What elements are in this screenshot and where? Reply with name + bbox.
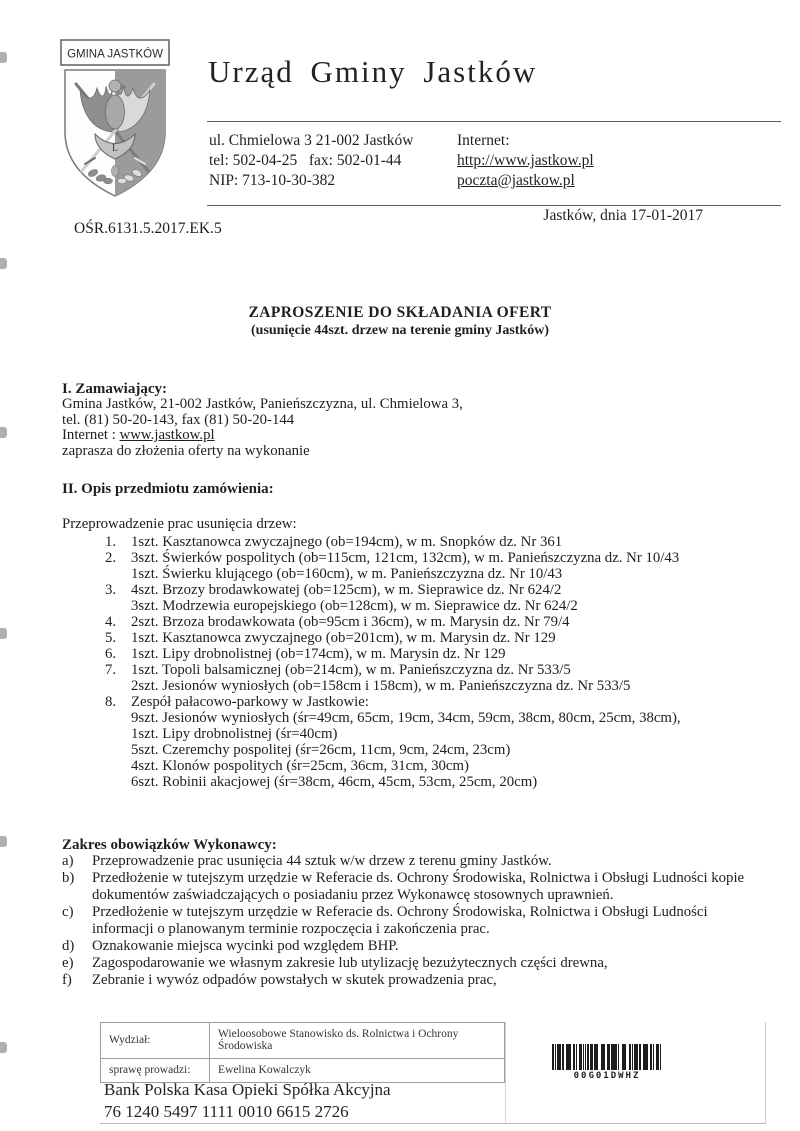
table-label: Wydział: bbox=[101, 1023, 210, 1059]
duty-item bbox=[62, 904, 762, 938]
list-item bbox=[105, 694, 762, 790]
bank-name: Bank Polska Kasa Opieki Spółka Akcyjna bbox=[104, 1080, 391, 1099]
website-link[interactable]: http://www.jastkow.pl bbox=[457, 152, 594, 169]
header-divider-top bbox=[207, 121, 781, 122]
bank-account-number: 76 1240 5497 1111 0010 6615 2726 bbox=[104, 1101, 349, 1121]
coat-of-arms-image bbox=[55, 38, 175, 202]
list-number: 6. bbox=[105, 646, 117, 663]
duties-heading: Zakres obowiązków Wykonawcy: bbox=[62, 837, 277, 854]
list-number: 3. bbox=[105, 582, 117, 599]
tree-line: 9szt. Jesionów wyniosłych (śr=49cm, 65cm, 19cm, 34cm, 59cm, 38cm, 80cm, 25cm, 38cm), bbox=[131, 710, 681, 727]
duty-text: Zagospodarowanie we własnym zakresie lub utylizację bezużytecznych części drewna, bbox=[92, 955, 608, 972]
reference-number: OŚR.6131.5.2017.EK.5 bbox=[74, 220, 222, 237]
tree-line: Zespół pałacowo-parkowy w Jastkowie: bbox=[131, 694, 369, 711]
duty-text: Przedłożenie w tutejszym urzędzie w Referacie ds. Ochrony Środowiska, Rolnictwa i Obsługi Ludności kopie dokumentów zaświadczających o posiadaniu przez Wykonawcę stosownych uprawnień. bbox=[92, 870, 745, 904]
title-line-1: ZAPROSZENIE DO SKŁADANIA OFERT bbox=[248, 304, 552, 321]
list-number: 5. bbox=[105, 630, 117, 647]
tree-line: 1szt. Kasztanowca zwyczajnego (ob=194cm), w m. Snopków dz. Nr 361 bbox=[131, 534, 563, 551]
table-value: Wieloosobowe Stanowisko ds. Rolnictwa i Ochrony Środowiska bbox=[210, 1023, 505, 1059]
buyer-line: tel. (81) 50-20-143, fax (81) 50-20-144 bbox=[62, 411, 295, 428]
document-title bbox=[0, 303, 800, 340]
duty-letter: f) bbox=[62, 972, 72, 989]
duty-text: Przedłożenie w tutejszym urzędzie w Referacie ds. Ochrony Środowiska, Rolnictwa i Obsługi Ludności informacji o planowanym terminie rozpoczęcia i zakończenia prac. bbox=[92, 904, 708, 938]
organization-name: Urząd Gminy Jastków bbox=[208, 54, 538, 89]
address-line: ul. Chmielowa 3 21-002 Jastków bbox=[209, 132, 414, 149]
buyer-line bbox=[62, 428, 762, 444]
table-label: sprawę prowadzi: bbox=[101, 1059, 210, 1083]
barcode-text: 00G01DWHZ bbox=[573, 1071, 641, 1081]
duties-list bbox=[62, 853, 762, 989]
duty-item bbox=[62, 938, 762, 955]
place-and-date: Jastków, dnia 17-01-2017 bbox=[543, 207, 703, 224]
duty-letter: a) bbox=[62, 853, 74, 870]
table-value: Ewelina Kowalczyk bbox=[210, 1059, 505, 1083]
duty-item bbox=[62, 972, 762, 989]
tree-line: 1szt. Świerku klującego (ob=160cm), w m. Panieńszczyzna dz. Nr 10/43 bbox=[131, 566, 563, 583]
document-body bbox=[62, 381, 762, 989]
header-divider-bottom bbox=[207, 205, 781, 206]
tree-line: 6szt. Robinii akacjowej (śr=38cm, 46cm, 45cm, 53cm, 25cm, 20cm) bbox=[131, 774, 538, 791]
scan-artifact bbox=[0, 628, 7, 639]
tree-line: 2szt. Brzoza brodawkowata (ob=95cm i 36cm), w m. Marysin dz. Nr 79/4 bbox=[131, 614, 570, 631]
subject-intro: Przeprowadzenie prac usunięcia drzew: bbox=[62, 516, 297, 533]
tree-line: 1szt. Lipy drobnolistnej (śr=40cm) bbox=[131, 726, 338, 743]
barcode-block bbox=[552, 1044, 662, 1081]
duty-item bbox=[62, 853, 762, 870]
duty-letter: e) bbox=[62, 955, 74, 972]
barcode-icon bbox=[552, 1044, 662, 1070]
scan-artifact bbox=[0, 1042, 7, 1053]
coat-of-arms bbox=[55, 38, 175, 202]
duty-item bbox=[62, 870, 762, 904]
scan-artifact bbox=[0, 836, 7, 847]
tree-line: 3szt. Świerków pospolitych (ob=115cm, 121cm, 132cm), w m. Panieńszczyzna dz. Nr 10/43 bbox=[131, 550, 680, 567]
section-2-heading: II. Opis przedmiotu zamówienia: bbox=[62, 481, 274, 498]
section-1-heading: I. Zamawiający: bbox=[62, 381, 167, 397]
list-number: 1. bbox=[105, 534, 117, 551]
list-item bbox=[105, 662, 762, 694]
buyer-line: zaprasza do złożenia oferty na wykonanie bbox=[62, 442, 310, 459]
footer-block bbox=[100, 1022, 766, 1124]
list-item bbox=[105, 582, 762, 614]
scan-artifact bbox=[0, 258, 7, 269]
list-item bbox=[105, 614, 762, 630]
duty-item bbox=[62, 955, 762, 972]
tree-line: 4szt. Brzozy brodawkowatej (ob=125cm), w m. Sieprawice dz. Nr 624/2 bbox=[131, 582, 562, 599]
table-row bbox=[101, 1023, 505, 1059]
duty-text: Przeprowadzenie prac usunięcia 44 sztuk w/w drzew z terenu gminy Jastków. bbox=[92, 853, 552, 870]
tree-line: 3szt. Modrzewia europejskiego (ob=128cm), w m. Sieprawice dz. Nr 624/2 bbox=[131, 598, 578, 615]
list-item bbox=[105, 630, 762, 646]
list-number: 2. bbox=[105, 550, 117, 567]
address-block bbox=[209, 131, 414, 191]
tree-line: 2szt. Jesionów wyniosłych (ob=158cm i 158cm), w m. Panieńszczyzna dz. Nr 533/5 bbox=[131, 678, 631, 695]
email-link[interactable]: poczta@jastkow.pl bbox=[457, 172, 575, 189]
duty-letter: b) bbox=[62, 870, 75, 887]
case-info-table bbox=[100, 1022, 505, 1083]
buyer-details bbox=[62, 397, 762, 459]
tree-line: 1szt. Topoli balsamicznej (ob=214cm), w m. Panieńszczyzna dz. Nr 533/5 bbox=[131, 662, 571, 679]
gmina-label: GMINA JASTKÓW bbox=[67, 48, 163, 61]
list-item bbox=[105, 646, 762, 662]
tree-line: 1szt. Lipy drobnolistnej (ob=174cm), w m. Marysin dz. Nr 129 bbox=[131, 646, 506, 663]
svg-text:L: L bbox=[111, 143, 119, 154]
scan-artifact bbox=[0, 52, 7, 63]
list-item bbox=[105, 534, 762, 550]
internet-label: Internet: bbox=[457, 132, 510, 149]
tree-line: 1szt. Kasztanowca zwyczajnego (ob=201cm), w m. Marysin dz. Nr 129 bbox=[131, 630, 556, 647]
duty-letter: d) bbox=[62, 938, 75, 955]
list-number: 4. bbox=[105, 614, 117, 631]
footer-divider bbox=[505, 1022, 506, 1123]
address-line: NIP: 713-10-30-382 bbox=[209, 172, 336, 189]
duty-text: Oznakowanie miejsca wycinki pod względem BHP. bbox=[92, 938, 399, 955]
buyer-website-link[interactable]: www.jastkow.pl bbox=[119, 427, 215, 444]
bank-details bbox=[104, 1079, 391, 1122]
internet-block bbox=[457, 131, 594, 191]
internet-prefix: Internet : bbox=[62, 427, 120, 444]
tree-line: 4szt. Klonów pospolitych (śr=25cm, 36cm, 31cm, 30cm) bbox=[131, 758, 469, 775]
list-number: 8. bbox=[105, 694, 117, 711]
duty-letter: c) bbox=[62, 904, 74, 921]
address-line: tel: 502-04-25 fax: 502-01-44 bbox=[209, 152, 402, 169]
scan-artifact bbox=[0, 427, 7, 438]
title-line-2: (usunięcie 44szt. drzew na terenie gminy Jastków) bbox=[251, 323, 549, 338]
list-item bbox=[105, 550, 762, 582]
list-number: 7. bbox=[105, 662, 117, 679]
buyer-line: Gmina Jastków, 21-002 Jastków, Panieńszczyzna, ul. Chmielowa 3, bbox=[62, 396, 463, 412]
tree-removal-list bbox=[62, 534, 762, 790]
duty-text: Zebranie i wywóz odpadów powstałych w skutek prowadzenia prac, bbox=[92, 972, 497, 989]
tree-line: 5szt. Czeremchy pospolitej (śr=26cm, 11cm, 9cm, 24cm, 23cm) bbox=[131, 742, 511, 759]
